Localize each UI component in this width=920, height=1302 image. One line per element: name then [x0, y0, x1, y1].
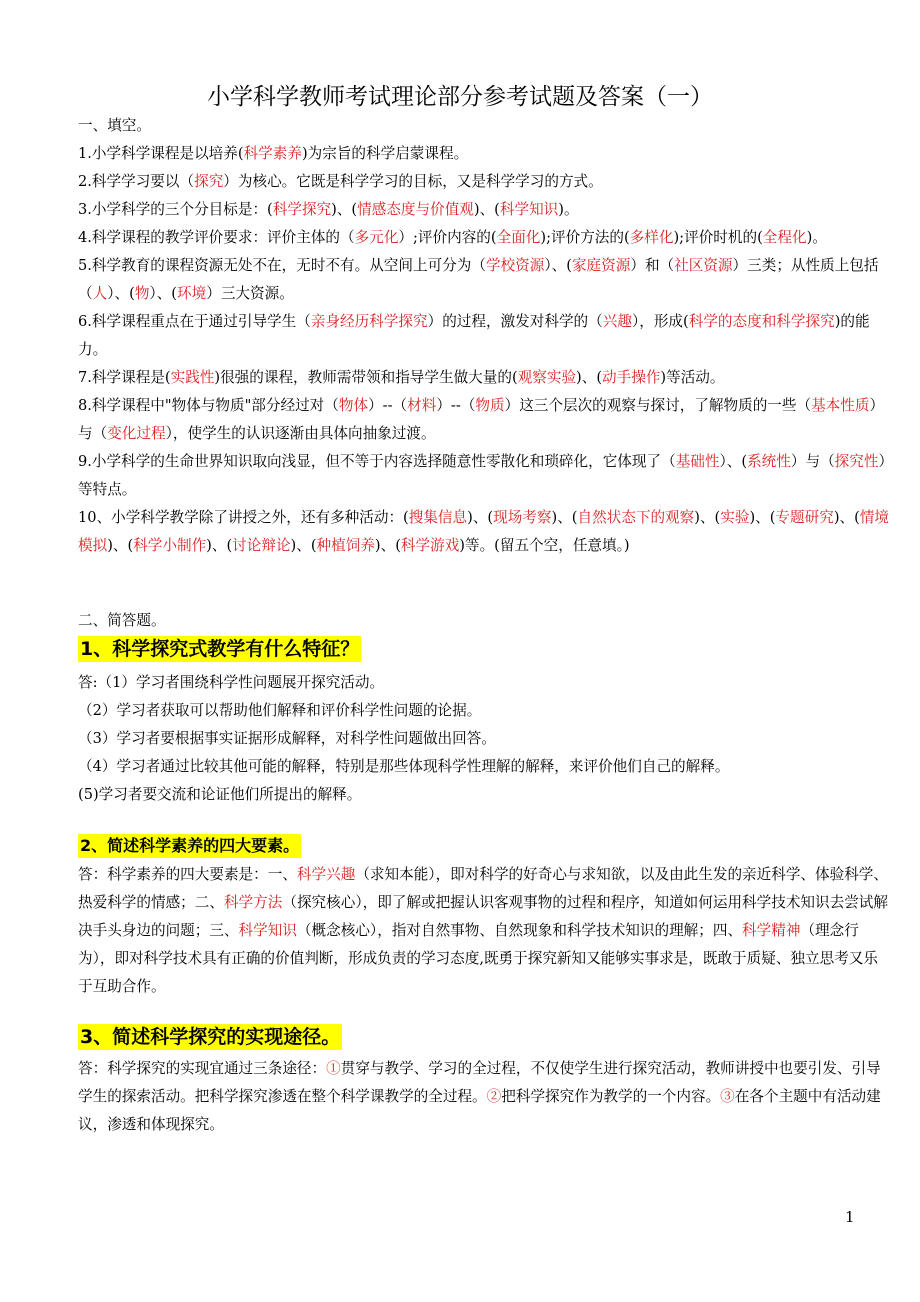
answer-1	[78, 636, 890, 809]
answer-3-title: 3、简述科学探究的实现途径。	[80, 1026, 341, 1048]
answer-2	[78, 833, 890, 1001]
section1-heading: 一、填空。	[78, 117, 151, 134]
page-number: 1	[845, 1208, 855, 1226]
answer-2-title: 2、简述科学素养的四大要素。	[78, 834, 301, 858]
answer-1-line: (5)学习者要交流和论证他们所提出的解释。	[78, 786, 362, 803]
answer-1-title: 1、科学探究式教学有什么特征？	[80, 638, 360, 660]
question-7: 7.科学课程是(实践性)很强的课程，教师需带领和指导学生做大量的(观察实验)、(动手操作)等活动。	[78, 369, 725, 386]
answer-3-body: 答：科学探究的实现宜通过三条途径：①贯穿与教学、学习的全过程，不仅使学生进行探究活动，教师讲授中也要引发、引导学生的探索活动。把科学探究渗透在整个科学课教学的全过程。②把科学探究作为教学的一个内容。③在各个主题中有活动建议，渗透和体现探究。	[78, 1060, 881, 1133]
document-title: 小学科学教师考试理论部分参考试题及答案（一）	[207, 84, 713, 110]
answer-1-line: （2）学习者获取可以帮助他们解释和评价科学性问题的论据。	[78, 702, 482, 719]
answer-3	[78, 1024, 890, 1139]
answer-1-line: （4）学习者通过比较其他可能的解释，特别是那些体现科学性理解的解释，来评价他们自己的解释。	[78, 758, 730, 775]
short-answer-heading: 二、简答题。	[78, 612, 166, 629]
question-9: 9.小学科学的生命世界知识取向浅显，但不等于内容选择随意性零散化和琐碎化，它体现了（基础性）、(系统性）与（探究性）等特点。	[78, 453, 886, 498]
question-10: 10、小学科学教学除了讲授之外，还有多种活动：(搜集信息)、(现场考察)、(自然状态下的观察)、(实验)、(专题研究)、(情境模拟)、(科学小制作)、(讨论辩论)、(种植饲养)、(科学游戏)等。(留五个空，任意填。)	[78, 509, 889, 554]
question-5: 5.科学教育的课程资源无处不在，无时不有。从空间上可分为（学校资源）、(家庭资源）和（社区资源）三类；从性质上包括（人）、(物）、(环境）三大资源。	[78, 257, 879, 302]
answer-2-body: 答：科学素养的四大要素是：一、科学兴趣（求知本能），即对科学的好奇心与求知欲，以及由此生发的亲近科学、体验科学、热爱科学的情感；二、科学方法（探究核心），即了解或把握认识客观事物的过程和程序，知道如何运用科学技术知识去尝试解决手头身边的问题；三、科学知识（概念核心），指对自然事物、自然现象和科学技术知识的理解；四、科学精神（理念行为），即对科学技术具有正确的价值判断，形成负责的学习态度,既勇于探究新知又能够实事求是，既敢于质疑、独立思考又乐于互助合作。	[78, 866, 888, 995]
question-3: 3.小学科学的三个分目标是：(科学探究)、(情感态度与价值观)、(科学知识)。	[78, 201, 579, 218]
question-8: 8.科学课程中"物体与物质"部分经过对（物体）--（材料）--（物质）这三个层次的观察与探讨，了解物质的一些（基本性质）与（变化过程），使学生的认识逐渐由具体向抽象过渡。	[78, 397, 885, 442]
question-6: 6.科学课程重点在于通过引导学生（亲身经历科学探究）的过程，激发对科学的（兴趣），形成(科学的态度和科学探究)的能力。	[78, 313, 870, 358]
answer-1-line: 答:（1）学习者围绕科学性问题展开探究活动。	[78, 674, 385, 691]
fill-in-section	[78, 112, 890, 560]
question-4: 4.科学课程的教学评价要求：评价主体的（多元化）;评价内容的(全面化);评价方法的(多样化);评价时机的(全程化)。	[78, 229, 827, 246]
question-2: 2.科学学习要以（探究）为核心。它既是科学学习的目标，又是科学学习的方式。	[78, 173, 603, 190]
question-1: 1.小学科学课程是以培养(科学素养)为宗旨的科学启蒙课程。	[78, 145, 469, 162]
answer-1-line: （3）学习者要根据事实证据形成解释，对科学性问题做出回答。	[78, 730, 496, 747]
